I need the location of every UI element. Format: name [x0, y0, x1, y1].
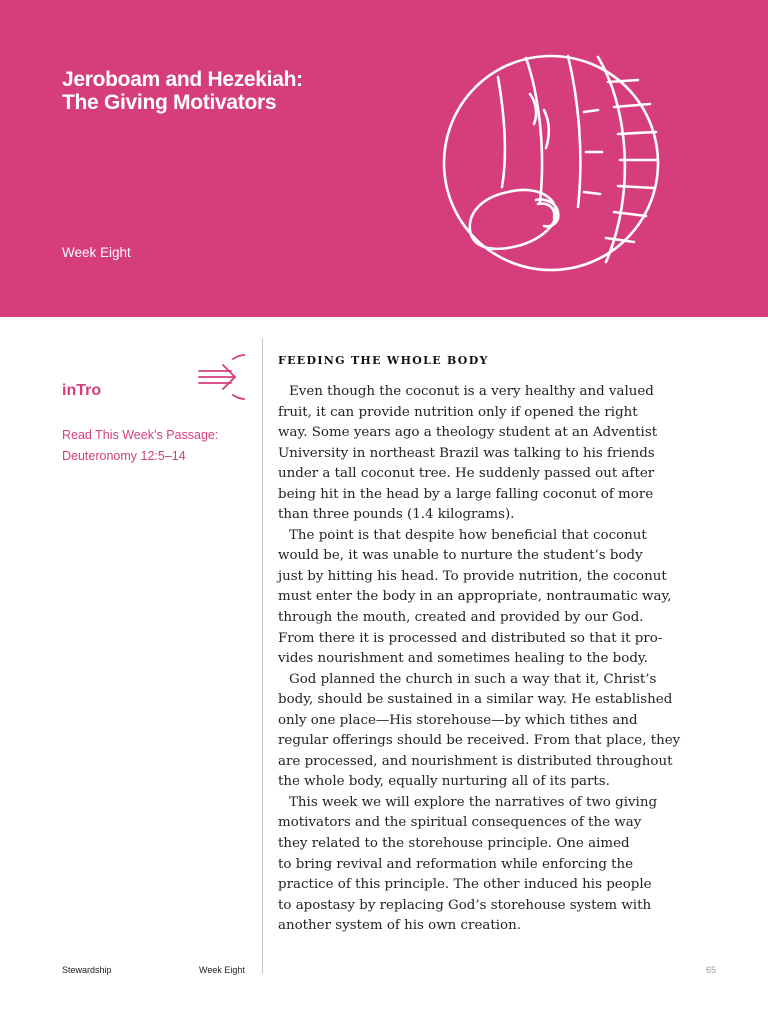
body-line: being hit in the head by a large falling coconut of more	[278, 486, 654, 502]
body-line: must enter the body in an appropriate, nontraumatic way,	[278, 589, 672, 605]
arrow-right-circle-icon	[193, 351, 245, 403]
body-line: The point is that despite how beneficial that coconut	[289, 527, 647, 543]
body-line: to apostasy by replacing God’s storehouse system with	[278, 897, 652, 913]
section-heading: FEEDING THE WHOLE BODY	[278, 354, 489, 367]
body-line: Even though the coconut is a very healthy and valued	[289, 384, 654, 399]
footer-book-title: Stewardship	[62, 965, 112, 975]
column-divider	[262, 338, 263, 974]
article-body	[278, 382, 683, 937]
body-line: only one place—His storehouse—by which tithes and	[278, 712, 638, 728]
body-line: under a tall coconut tree. He suddenly passed out after	[278, 466, 655, 482]
body-line: through the mouth, created and provided by our God.	[278, 610, 644, 626]
body-line: regular offerings should be received. From that place, they	[278, 733, 681, 749]
coconut-icon	[438, 52, 664, 274]
body-line: are processed, and nourishment is distributed throughout	[278, 753, 673, 769]
body-line: University in northeast Brazil was talking to his friends	[278, 445, 655, 461]
body-line: From there it is processed and distributed so that it pro-	[278, 630, 663, 646]
body-line: God planned the church in such a way that it, Christ’s	[289, 671, 657, 687]
body-line: another system of his own creation.	[278, 918, 521, 934]
header-banner	[0, 0, 768, 317]
passage-verse: Deuteronomy 12:5–14	[62, 449, 186, 463]
body-line: way. Some years ago a theology student at an Adventist	[278, 425, 658, 441]
body-line: body, should be sustained in a similar way. He established	[278, 692, 673, 708]
body-line: the whole body, equally nurturing all of its parts.	[278, 774, 610, 790]
footer-week: Week Eight	[199, 965, 245, 975]
body-line: motivators and the spiritual consequences of the way	[278, 815, 642, 831]
body-line: fruit, it can provide nutrition only if opened the right	[278, 404, 638, 420]
body-line: they related to the storehouse principle. One aimed	[278, 836, 630, 852]
body-line: than three pounds (1.4 kilograms).	[278, 507, 515, 523]
page-number: 65	[706, 965, 717, 975]
title-line-2: The Giving Motivators	[62, 91, 277, 114]
page-title	[62, 68, 303, 114]
week-label: Week Eight	[62, 245, 131, 260]
intro-heading: inTro	[62, 382, 102, 399]
body-line: just by hitting his head. To provide nutrition, the coconut	[278, 568, 667, 584]
title-line-1: Jeroboam and Hezekiah:	[62, 68, 303, 91]
body-line: practice of this principle. The other induced his people	[278, 877, 652, 893]
passage-label: Read This Week’s Passage:	[62, 428, 219, 442]
body-line: would be, it was unable to nurture the student’s body	[278, 548, 643, 564]
body-line: to bring revival and reformation while enforcing the	[278, 856, 634, 872]
passage-reference	[62, 425, 257, 467]
body-line: vides nourishment and sometimes healing to the body.	[278, 651, 648, 667]
body-line: This week we will explore the narratives of two giving	[289, 794, 658, 810]
